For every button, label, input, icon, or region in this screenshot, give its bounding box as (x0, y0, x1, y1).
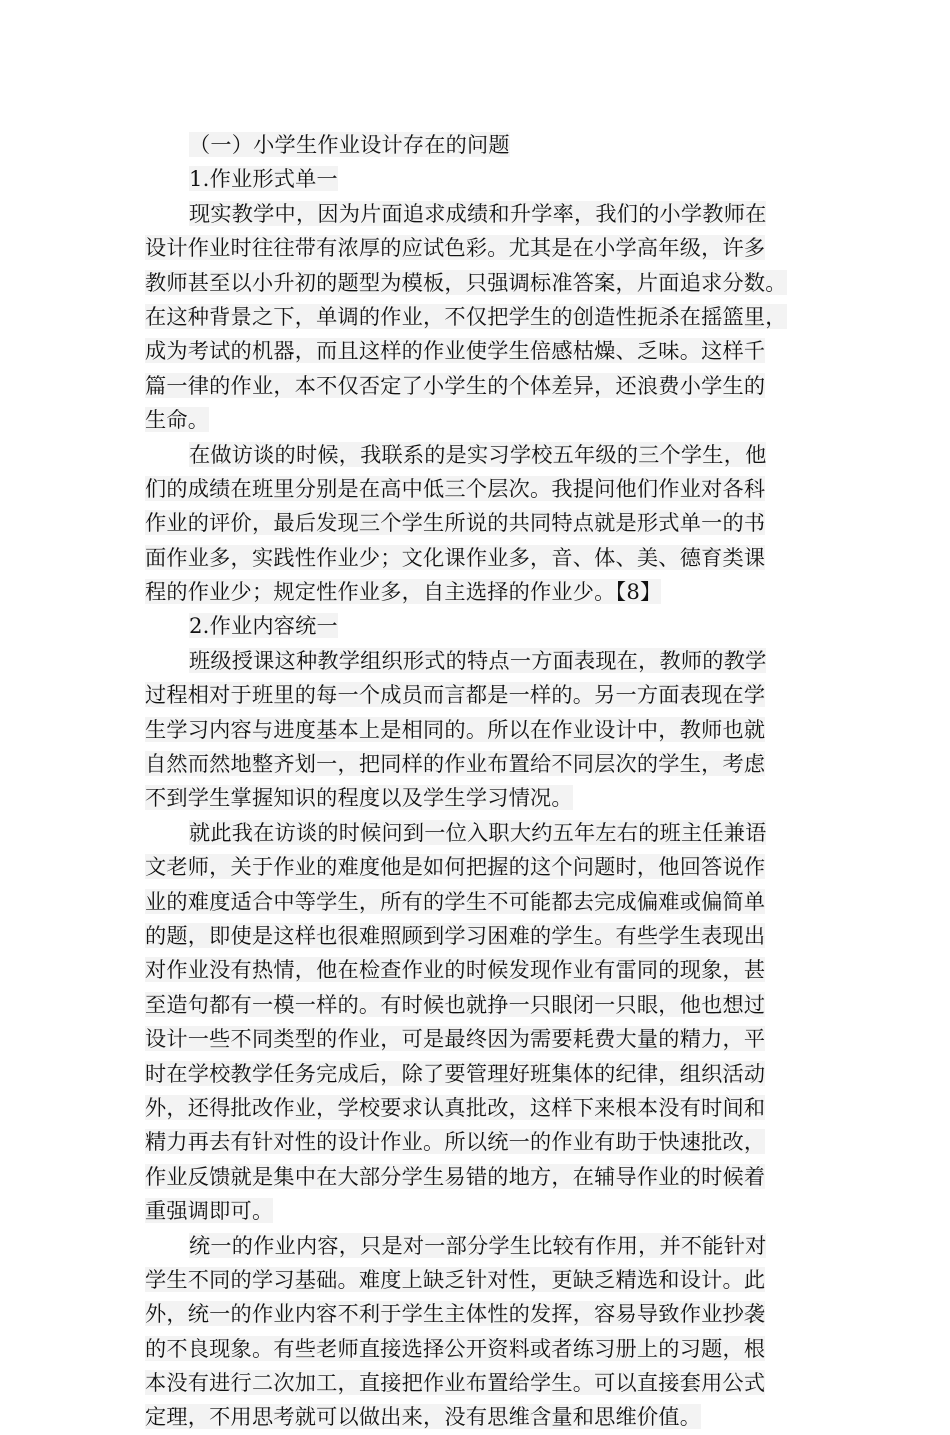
paragraph-line: 设计作业时往往带有浓厚的应试色彩。尤其是在小学高年级，许多 (145, 235, 766, 261)
paragraph-line: 班级授课这种教学组织形式的特点一方面表现在，教师的教学 (189, 647, 767, 673)
paragraph-line: 的题，即使是这样也很难照顾到学习困难的学生。有些学生表现出 (145, 922, 766, 948)
paragraph-line: 在做访谈的时候，我联系的是实习学校五年级的三个学生，他 (189, 441, 767, 467)
paragraph-line: 不到学生掌握知识的程度以及学生学习情况。 (145, 785, 573, 811)
paragraph-line: 自然而然地整齐划一，把同样的作业布置给不同层次的学生，考虑 (145, 751, 766, 777)
paragraph-line: 教师甚至以小升初的题型为模板，只强调标准答案，片面追求分数。 (145, 269, 787, 295)
paragraph-line: 生学习内容与进度基本上是相同的。所以在作业设计中，教师也就 (145, 716, 766, 742)
subsection-heading-2: 2.作业内容统一 (189, 613, 338, 639)
paragraph-line: 本没有进行二次加工，直接把作业布置给学生。可以直接套用公式 (145, 1370, 766, 1396)
paragraph-line: 文老师，关于作业的难度他是如何把握的这个问题时，他回答说作 (145, 854, 766, 880)
paragraph-line: 设计一些不同类型的作业，可是最终因为需要耗费大量的精力，平 (145, 1026, 766, 1052)
paragraph-line: 外，统一的作业内容不利于学生主体性的发挥，容易导致作业抄袭 (145, 1301, 766, 1327)
paragraph-line: 在这种背景之下，单调的作业，不仅把学生的创造性扼杀在摇篮里， (145, 303, 787, 329)
document-page (145, 128, 815, 1435)
paragraph-line: 程的作业少；规定性作业多，自主选择的作业少。【8】 (145, 579, 662, 605)
paragraph-line: 成为考试的机器，而且这样的作业使学生倍感枯燥、乏味。这样千 (145, 338, 766, 364)
paragraph-line: 业的难度适合中等学生，所有的学生不可能都去完成偏难或偏简单 (145, 888, 766, 914)
paragraph-line: 作业的评价，最后发现三个学生所说的共同特点就是形式单一的书 (145, 510, 766, 536)
paragraph-4 (145, 816, 815, 1229)
paragraph-line: 作业反馈就是集中在大部分学生易错的地方，在辅导作业的时候着 (145, 1163, 766, 1189)
paragraph-line: 生命。 (145, 407, 210, 433)
paragraph-line: 篇一律的作业，本不仅否定了小学生的个体差异，还浪费小学生的 (145, 372, 766, 398)
paragraph-line: 对作业没有热情，他在检查作业的时候发现作业有雷同的现象，甚 (145, 957, 766, 983)
paragraph-5 (145, 1229, 815, 1435)
paragraph-line: 学生不同的学习基础。难度上缺乏针对性，更缺乏精选和设计。此 (145, 1266, 766, 1292)
paragraph-line: 定理，不用思考就可以做出来，没有思维含量和思维价值。 (145, 1404, 702, 1430)
paragraph-line: 至造句都有一模一样的。有时候也就挣一只眼闭一只眼，他也想过 (145, 991, 766, 1017)
paragraph-line: 统一的作业内容，只是对一部分学生比较有作用，并不能针对 (189, 1232, 767, 1258)
paragraph-line: 现实教学中，因为片面追求成绩和升学率，我们的小学教师在 (189, 200, 767, 226)
paragraph-line: 外，还得批改作业，学校要求认真批改，这样下来根本没有时间和 (145, 1094, 766, 1120)
paragraph-line: 过程相对于班里的每一个成员而言都是一样的。另一方面表现在学 (145, 682, 766, 708)
paragraph-line: 精力再去有针对性的设计作业。所以统一的作业有助于快速批改， (145, 1129, 766, 1155)
paragraph-3 (145, 644, 815, 816)
section-title: （一）小学生作业设计存在的问题 (189, 132, 510, 157)
paragraph-line: 就此我在访谈的时候问到一位入职大约五年左右的班主任兼语 (189, 819, 767, 845)
paragraph-line: 重强调即可。 (145, 1198, 274, 1224)
paragraph-line: 的不良现象。有些老师直接选择公开资料或者练习册上的习题，根 (145, 1335, 766, 1361)
paragraph-line: 面作业多，实践性作业少；文化课作业多，音、体、美、德育类课 (145, 544, 766, 570)
subsection-heading-1: 1.作业形式单一 (189, 166, 338, 192)
paragraph-1 (145, 197, 815, 438)
paragraph-line: 时在学校教学任务完成后，除了要管理好班集体的纪律，组织活动 (145, 1060, 766, 1086)
paragraph-line: 们的成绩在班里分别是在高中低三个层次。我提问他们作业对各科 (145, 475, 766, 501)
paragraph-2 (145, 438, 815, 610)
